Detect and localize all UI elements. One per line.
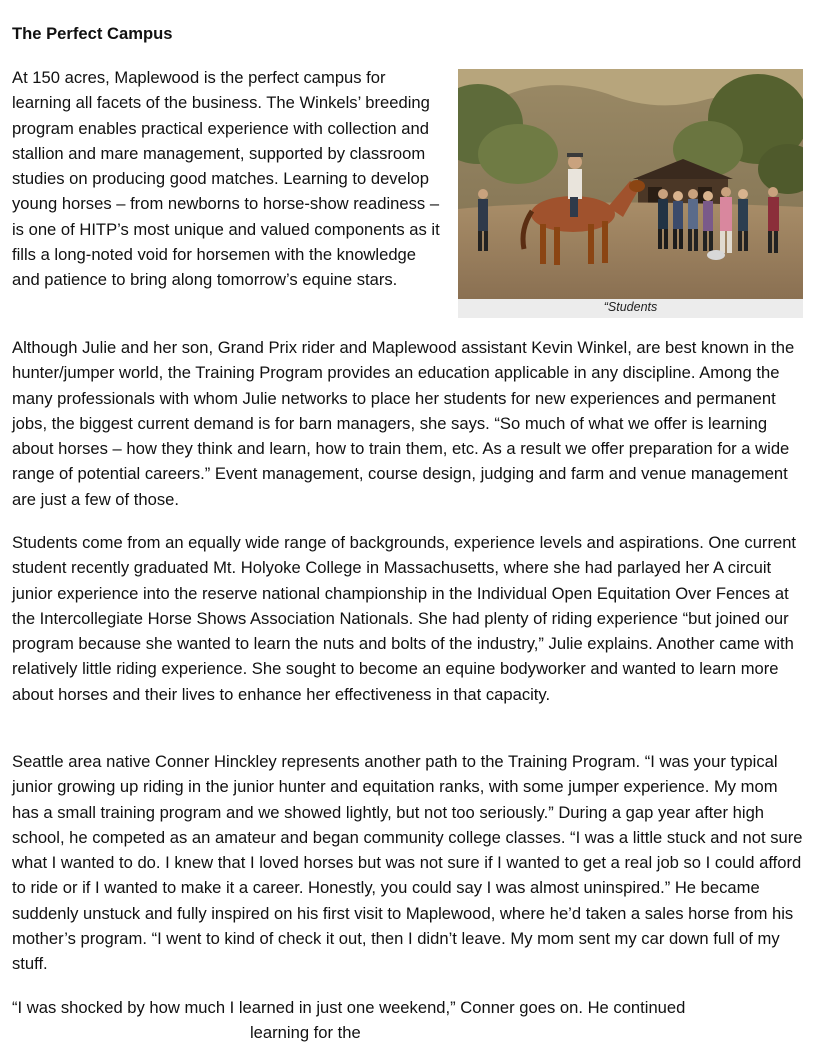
paragraph-3: Students come from an equally wide range of backgrounds, experience levels and aspirations. One current student recently graduated Mt. Holyoke College in Massachusetts, where she had parlayed her A circuit junior experience into the reserve national championship in the Individual Open Equitation Over Fences at the Intercollegiate Horse Shows Association Nationals. She had plenty of riding experience “but joined our program because she wanted to learn the nuts and bolts of the industry,” Julie explains. Another came with relatively little riding experience. She sought to become an equine bodyworker and wanted to learn more about horses and their lives to enhance her effectiveness in that capacity.: [12, 533, 797, 704]
article-photo: [458, 69, 803, 318]
paragraph-5: “I was shocked by how much I learned in just one weekend,” Conner goes on. He continued: [12, 998, 686, 1017]
photo-caption: “Students: [603, 300, 658, 314]
students-horse-training-photo: [458, 69, 803, 299]
article-heading: The Perfect Campus: [12, 24, 173, 43]
intro-paragraph: At 150 acres, Maplewood is the perfect campus for learning all facets of the business. The Winkels’ breeding program enables practical experience with collection and stallion and mare management, supported by classroom studies on producing good matches. Learning to develop young horses – from newborns to horse-show readiness – is one of HITP’s most unique and valued components as it fills a long-noted void for horsemen with the knowledge and patience to bring along tomorrow’s equine stars.: [12, 68, 440, 290]
paragraph-4: Seattle area native Conner Hinckley represents another path to the Training Program. “I was your typical junior growing up riding in the junior hunter and equitation ranks, with some jumper experience. My mom has a small training program and we showed lightly, but not too seriously.” During a gap year after high school, he competed as an amateur and began community college classes. “I was a little stuck and not sure what I wanted to do. I knew that I loved horses but was not sure if I wanted to get a real job so I could afford to ride or if I wanted to make it a career. Honestly, you could say I was almost uninspired.” He became suddenly unstuck and fully inspired on his first visit to Maplewood, where he’d taken a sales horse from his mother’s program. “I went to kind of check it out, then I didn’t leave. My mom sent my car down full of my stuff.: [12, 752, 803, 974]
paragraph-2: Although Julie and her son, Grand Prix rider and Maplewood assistant Kevin Winkel, are best known in the hunter/jumper world, the Training Program provides an education applicable in any discipline. Among the many professionals with whom Julie networks to place her students for new experiences and permanent jobs, the biggest current demand is for barn managers, she says. “So much of what we offer is learning about horses – how they think and learn, how to train them, etc. As a result we offer preparation for a wide range of potential careers.” Event management, course design, judging and farm and venue management are just a few of those.: [12, 338, 795, 509]
paragraph-5-continuation: learning for the: [250, 1023, 361, 1042]
